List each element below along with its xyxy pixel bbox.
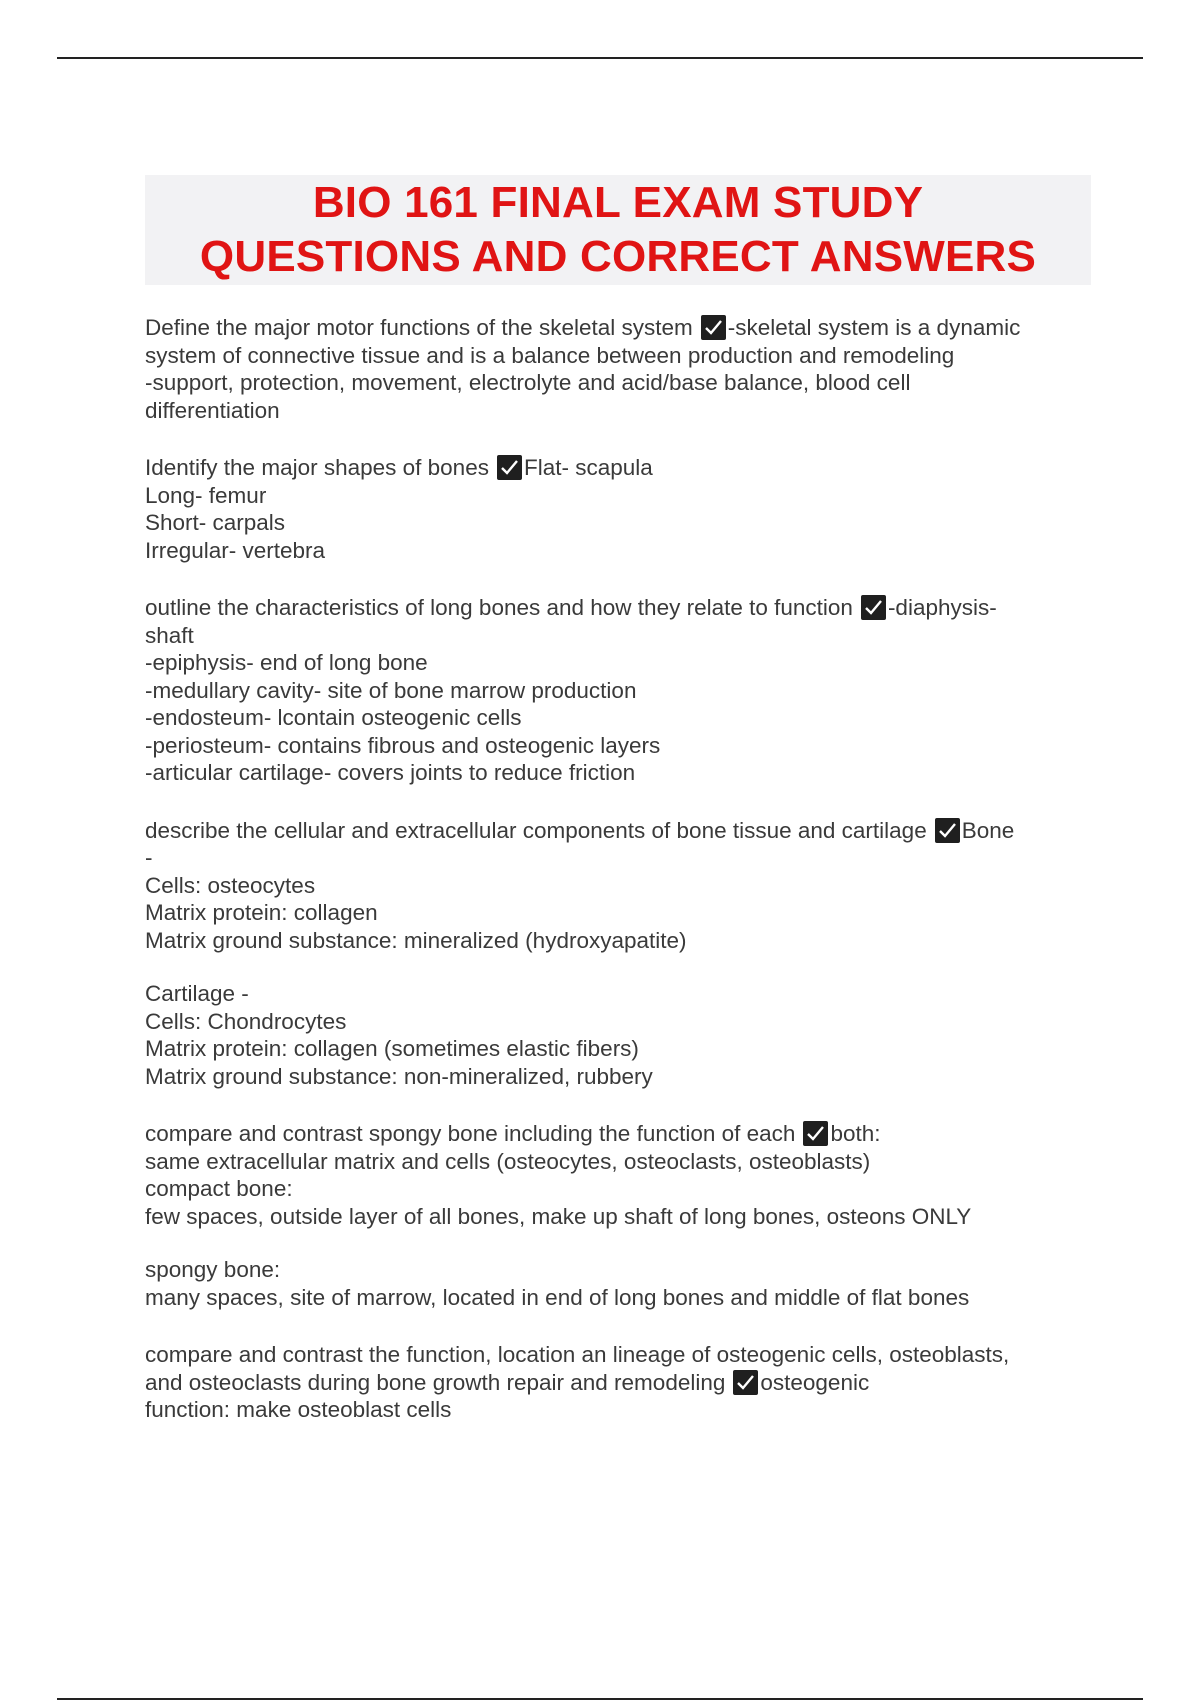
question-text: outline the characteristics of long bones and how they relate to function [145,595,853,620]
question-text: and osteoclasts during bone growth repair and remodeling [145,1369,726,1395]
answer-first-text: both: [830,1121,881,1146]
answer-line: system of connective tissue and is a balance between production and remodeling [145,342,955,368]
answer-line: differentiation [145,397,280,423]
question-text: Identify the major shapes of bones [145,455,489,480]
answer-first-text: -diaphysis- [887,595,997,620]
question-line [145,1120,1095,1148]
answer-first-text: Flat- scapula [523,455,653,480]
question-line: compare and contrast the function, location an lineage of osteogenic cells, osteoblasts, [145,1342,1010,1367]
answer-line: spongy bone: [145,1257,281,1282]
checkmark-icon [861,595,886,620]
qa-item [145,1120,1095,1311]
answer-first-text: -skeletal system is a dynamic [727,315,1021,340]
answer-first-text: Bone [961,817,1015,843]
question-line [145,817,1095,845]
title-banner [145,175,1091,285]
answer-line: Cartilage - [145,981,249,1006]
qa-item [145,454,1095,564]
answer-line: -periosteum- contains fibrous and osteogenic layers [145,732,661,758]
answer-line: Matrix ground substance: non-mineralized, rubbery [145,1063,653,1089]
answer-line: Cells: Chondrocytes [145,1008,347,1034]
checkmark-icon [497,455,522,480]
question-text: compare and contrast spongy bone including the function of each [145,1121,796,1146]
qa-item [145,817,1095,1091]
title-line-2: QUESTIONS AND CORRECT ANSWERS [199,232,1037,281]
answer-line: Cells: osteocytes [145,872,316,898]
checkmark-icon [733,1370,758,1395]
answer-line: many spaces, site of marrow, located in end of long bones and middle of flat bones [145,1284,970,1310]
answer-line: Matrix protein: collagen (sometimes elastic fibers) [145,1036,639,1061]
checkmark-icon [701,315,726,340]
qa-item [145,314,1095,424]
question-line [145,454,1095,482]
answer-line: compact bone: [145,1176,293,1201]
answer-line: -medullary cavity- site of bone marrow production [145,677,637,703]
answer-line: Matrix ground substance: mineralized (hydroxyapatite) [145,927,687,953]
checkmark-icon [935,818,960,843]
answer-line: few spaces, outside layer of all bones, make up shaft of long bones, osteons ONLY [145,1203,972,1229]
answer-line: - [145,845,153,870]
answer-line: same extracellular matrix and cells (osteocytes, osteoclasts, osteoblasts) [145,1148,871,1174]
answer-line: Matrix protein: collagen [145,900,378,925]
question-text: Define the major motor functions of the skeletal system [145,315,693,340]
title-line-1: BIO 161 FINAL EXAM STUDY [312,178,924,227]
question-line [145,594,1095,622]
question-line [145,1369,1095,1397]
answer-line: -epiphysis- end of long bone [145,650,428,675]
qa-item [145,1341,1095,1424]
question-line [145,314,1095,342]
checkmark-icon [803,1121,828,1146]
answer-first-text: osteogenic [760,1369,870,1395]
answer-line: -endosteum- lcontain osteogenic cells [145,705,522,730]
answer-line: function: make osteoblast cells [145,1397,452,1422]
answer-line: Irregular- vertebra [145,537,326,563]
answer-line: -support, protection, movement, electrolyte and acid/base balance, blood cell [145,370,911,395]
answer-line: Short- carpals [145,510,286,535]
answer-line: Long- femur [145,482,267,508]
answer-line: shaft [145,622,194,648]
qa-content [145,314,1095,1454]
top-rule [57,57,1143,59]
qa-item [145,594,1095,787]
question-text: describe the cellular and extracellular components of bone tissue and cartilage [145,817,927,843]
answer-line: -articular cartilage- covers joints to reduce friction [145,760,636,785]
